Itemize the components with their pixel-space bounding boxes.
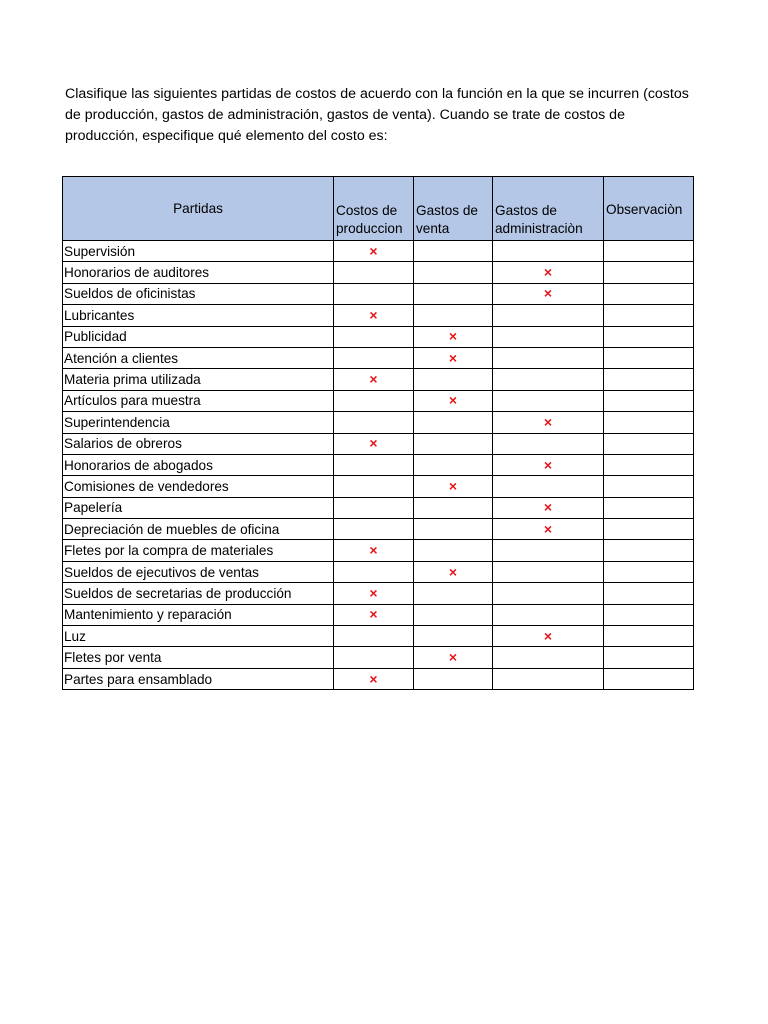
cell-observacion bbox=[604, 369, 694, 390]
cell-produccion bbox=[334, 626, 414, 647]
x-mark-icon: × bbox=[448, 392, 458, 409]
cell-observacion bbox=[604, 412, 694, 433]
x-mark-icon: × bbox=[543, 264, 553, 281]
cell-venta bbox=[414, 347, 493, 368]
cell-produccion bbox=[334, 668, 414, 689]
table-row bbox=[63, 305, 694, 326]
cell-produccion bbox=[334, 583, 414, 604]
cell-administracion bbox=[493, 583, 604, 604]
cell-venta bbox=[414, 476, 493, 497]
cell-observacion bbox=[604, 540, 694, 561]
cell-venta bbox=[414, 390, 493, 411]
partida-cell: Honorarios de abogados bbox=[63, 454, 334, 475]
cell-produccion bbox=[334, 347, 414, 368]
cell-observacion bbox=[604, 583, 694, 604]
partida-cell: Atención a clientes bbox=[63, 347, 334, 368]
table-row bbox=[63, 412, 694, 433]
x-mark-icon: × bbox=[448, 328, 458, 345]
table-row bbox=[63, 262, 694, 283]
partida-cell: Sueldos de secretarias de producción bbox=[63, 583, 334, 604]
cell-venta bbox=[414, 305, 493, 326]
cell-venta bbox=[414, 626, 493, 647]
table-row bbox=[63, 540, 694, 561]
cell-produccion bbox=[334, 369, 414, 390]
cell-venta bbox=[414, 326, 493, 347]
cell-observacion bbox=[604, 305, 694, 326]
table-row bbox=[63, 369, 694, 390]
x-mark-icon: × bbox=[369, 435, 378, 452]
cell-administracion bbox=[493, 647, 604, 668]
cell-venta bbox=[414, 647, 493, 668]
partida-cell: Publicidad bbox=[63, 326, 334, 347]
cell-administracion bbox=[493, 412, 604, 433]
x-mark-icon: × bbox=[369, 306, 378, 323]
cell-venta bbox=[414, 369, 493, 390]
x-mark-icon: × bbox=[448, 649, 458, 666]
cell-venta bbox=[414, 433, 493, 454]
cost-classification-table bbox=[62, 176, 694, 690]
cell-observacion bbox=[604, 626, 694, 647]
x-mark-icon: × bbox=[543, 413, 553, 430]
table-row bbox=[63, 497, 694, 518]
partida-cell: Comisiones de vendedores bbox=[63, 476, 334, 497]
table-row bbox=[63, 390, 694, 411]
partida-cell: Mantenimiento y reparación bbox=[63, 604, 334, 625]
cell-produccion bbox=[334, 647, 414, 668]
cell-produccion bbox=[334, 519, 414, 540]
cell-venta bbox=[414, 519, 493, 540]
cell-venta bbox=[414, 262, 493, 283]
table-row bbox=[63, 668, 694, 689]
cell-venta bbox=[414, 583, 493, 604]
cell-administracion bbox=[493, 497, 604, 518]
cell-administracion bbox=[493, 561, 604, 582]
header-costos-produccion: Costos de produccion bbox=[334, 177, 414, 241]
cell-observacion bbox=[604, 283, 694, 304]
cell-observacion bbox=[604, 326, 694, 347]
partida-cell: Materia prima utilizada bbox=[63, 369, 334, 390]
x-mark-icon: × bbox=[369, 584, 378, 601]
cell-venta bbox=[414, 454, 493, 475]
cell-administracion bbox=[493, 347, 604, 368]
cell-produccion bbox=[334, 497, 414, 518]
table-row bbox=[63, 626, 694, 647]
cell-produccion bbox=[334, 390, 414, 411]
cell-venta bbox=[414, 497, 493, 518]
cell-administracion bbox=[493, 519, 604, 540]
cell-produccion bbox=[334, 561, 414, 582]
cell-administracion bbox=[493, 476, 604, 497]
x-mark-icon: × bbox=[543, 285, 553, 302]
cell-observacion bbox=[604, 433, 694, 454]
partida-cell: Sueldos de oficinistas bbox=[63, 283, 334, 304]
cell-venta bbox=[414, 540, 493, 561]
cell-produccion bbox=[334, 326, 414, 347]
cell-venta bbox=[414, 412, 493, 433]
header-partidas: Partidas bbox=[63, 177, 334, 241]
partida-cell: Honorarios de auditores bbox=[63, 262, 334, 283]
cell-produccion bbox=[334, 241, 414, 262]
table-row bbox=[63, 283, 694, 304]
x-mark-icon: × bbox=[543, 456, 553, 473]
table-row bbox=[63, 347, 694, 368]
x-mark-icon: × bbox=[543, 499, 553, 516]
partida-cell: Fletes por venta bbox=[63, 647, 334, 668]
cell-observacion bbox=[604, 604, 694, 625]
partida-cell: Artículos para muestra bbox=[63, 390, 334, 411]
x-mark-icon: × bbox=[448, 563, 458, 580]
table-row bbox=[63, 604, 694, 625]
table-row bbox=[63, 476, 694, 497]
cell-observacion bbox=[604, 262, 694, 283]
header-gastos-administracion: Gastos de administraciòn bbox=[493, 177, 604, 241]
partida-cell: Supervisión bbox=[63, 241, 334, 262]
cell-observacion bbox=[604, 454, 694, 475]
cell-administracion bbox=[493, 369, 604, 390]
table-row bbox=[63, 647, 694, 668]
cell-observacion bbox=[604, 561, 694, 582]
x-mark-icon: × bbox=[369, 242, 378, 259]
cell-administracion bbox=[493, 262, 604, 283]
x-mark-icon: × bbox=[369, 371, 378, 388]
partida-cell: Lubricantes bbox=[63, 305, 334, 326]
table-row bbox=[63, 241, 694, 262]
cell-administracion bbox=[493, 390, 604, 411]
cell-administracion bbox=[493, 305, 604, 326]
cell-administracion bbox=[493, 454, 604, 475]
cell-administracion bbox=[493, 626, 604, 647]
partida-cell: Superintendencia bbox=[63, 412, 334, 433]
cell-administracion bbox=[493, 283, 604, 304]
cell-venta bbox=[414, 283, 493, 304]
table-header-row bbox=[63, 177, 694, 241]
cell-produccion bbox=[334, 454, 414, 475]
cell-observacion bbox=[604, 241, 694, 262]
cell-venta bbox=[414, 668, 493, 689]
table-row bbox=[63, 454, 694, 475]
cell-observacion bbox=[604, 390, 694, 411]
cell-administracion bbox=[493, 604, 604, 625]
table-row bbox=[63, 519, 694, 540]
table-row bbox=[63, 583, 694, 604]
cell-produccion bbox=[334, 305, 414, 326]
x-mark-icon: × bbox=[543, 520, 553, 537]
cell-produccion bbox=[334, 283, 414, 304]
header-observacion: Observaciòn bbox=[604, 177, 694, 241]
x-mark-icon: × bbox=[369, 670, 378, 687]
cell-observacion bbox=[604, 668, 694, 689]
cell-observacion bbox=[604, 519, 694, 540]
x-mark-icon: × bbox=[448, 477, 458, 494]
x-mark-icon: × bbox=[448, 349, 458, 366]
cell-observacion bbox=[604, 647, 694, 668]
cell-administracion bbox=[493, 668, 604, 689]
partida-cell: Papelería bbox=[63, 497, 334, 518]
cell-observacion bbox=[604, 476, 694, 497]
partida-cell: Salarios de obreros bbox=[63, 433, 334, 454]
cell-venta bbox=[414, 241, 493, 262]
x-mark-icon: × bbox=[369, 542, 378, 559]
x-mark-icon: × bbox=[369, 606, 378, 623]
table-row bbox=[63, 561, 694, 582]
cell-administracion bbox=[493, 326, 604, 347]
cell-administracion bbox=[493, 433, 604, 454]
partida-cell: Fletes por la compra de materiales bbox=[63, 540, 334, 561]
partida-cell: Luz bbox=[63, 626, 334, 647]
cell-venta bbox=[414, 604, 493, 625]
cell-administracion bbox=[493, 540, 604, 561]
cell-produccion bbox=[334, 412, 414, 433]
cell-produccion bbox=[334, 262, 414, 283]
instructions-text: Clasifique las siguientes partidas de costos de acuerdo con la función en la que se incurren (costos de producción, gastos de administración, gastos de venta). Cuando se trate de costos de producción, especifique qué elemento del costo es: bbox=[65, 86, 689, 144]
cell-produccion bbox=[334, 476, 414, 497]
cell-produccion bbox=[334, 433, 414, 454]
partida-cell: Sueldos de ejecutivos de ventas bbox=[63, 561, 334, 582]
cell-observacion bbox=[604, 497, 694, 518]
cell-produccion bbox=[334, 604, 414, 625]
table-body bbox=[63, 241, 694, 690]
header-gastos-venta: Gastos de venta bbox=[414, 177, 493, 241]
cell-administracion bbox=[493, 241, 604, 262]
cell-observacion bbox=[604, 347, 694, 368]
table-row bbox=[63, 433, 694, 454]
cell-produccion bbox=[334, 540, 414, 561]
table-row bbox=[63, 326, 694, 347]
cell-venta bbox=[414, 561, 493, 582]
partida-cell: Partes para ensamblado bbox=[63, 668, 334, 689]
partida-cell: Depreciación de muebles de oficina bbox=[63, 519, 334, 540]
x-mark-icon: × bbox=[543, 627, 553, 644]
